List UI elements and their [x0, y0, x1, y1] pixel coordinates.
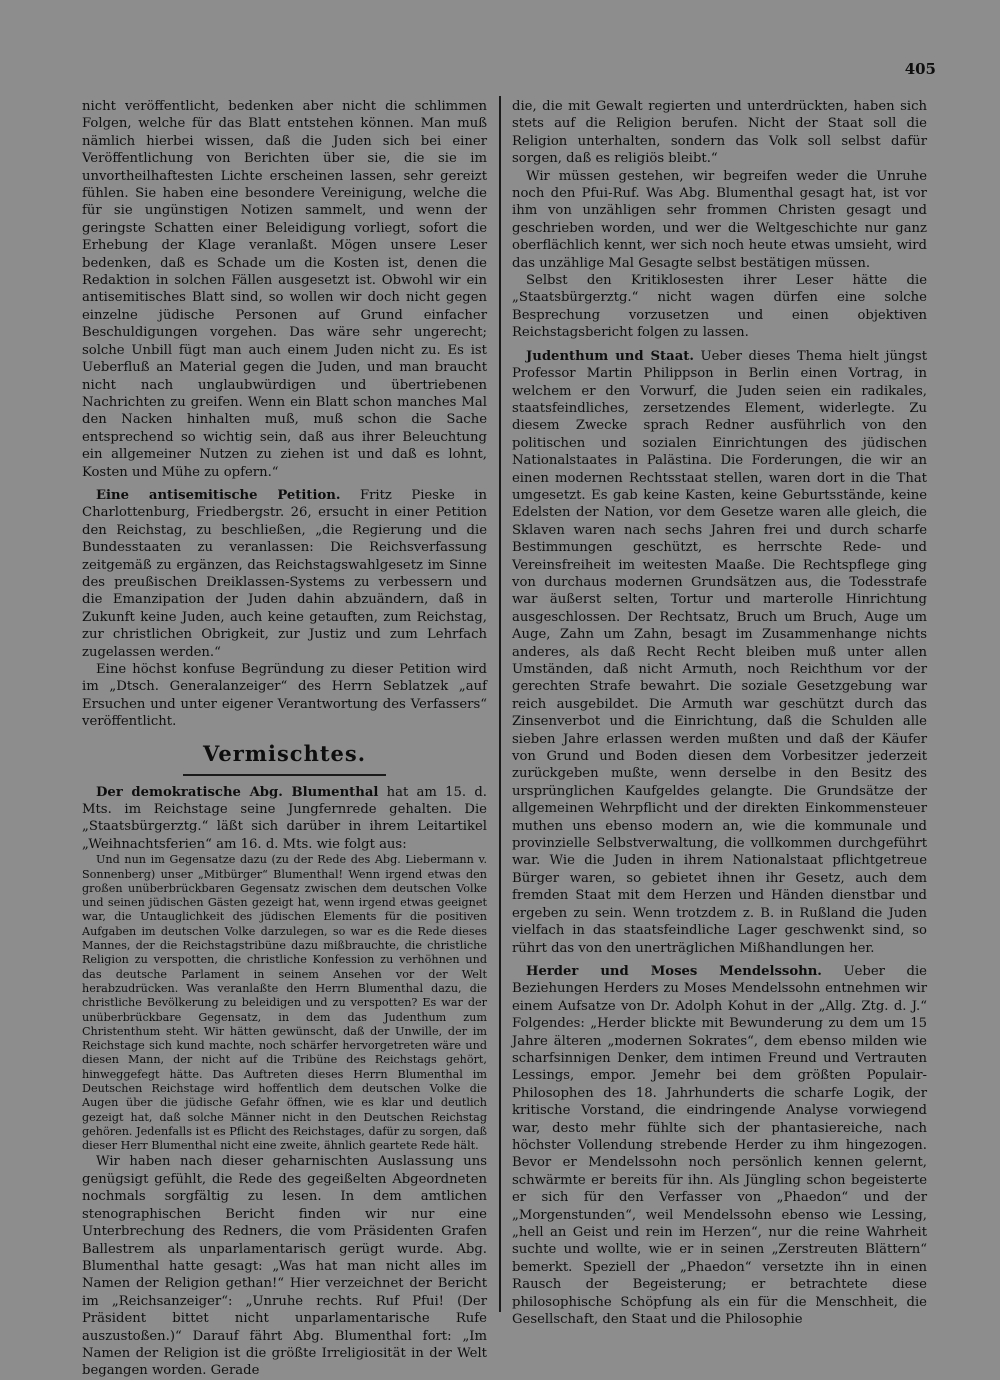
paragraph: Selbst den Kritiklosesten ihrer Leser hätte die „Staatsbürgerztg.“ nicht wagen dürfen eine solche Besprechung vorzusetzen und einen objektiven Reichstagsbericht folgen zu lassen.: [512, 273, 927, 341]
article-heading: Judenthum und Staat.: [526, 348, 694, 364]
page-number: 405: [904, 60, 936, 78]
paragraph: Wir haben nach dieser geharnischten Auslassung uns genügsigt gefühlt, die Rede des gegeißelten Abgeordneten nochmals sorgfältig zu lesen. In dem amtlichen stenographischen Bericht finden wir nur eine Unterbrechung des Redners, die vom Präsidenten Grafen Ballestrem als unparlamentarisch gerügt wurde. Abg. Blumenthal hatte gesagt: „Was hat man nicht alles im Namen der Religion gethan!“ Hier verzeichnet der Bericht im „Reichsanzeiger“: „Unruhe rechts. Ruf Pfui! (Der Präsident bittet nicht unparlamentarische Rufe auszustoßen.)“ Darauf fährt Abg. Blumenthal fort: „Im Namen der Religion ist die größte Irreligiosität in der Welt begangen worden. Gerade: [82, 1154, 487, 1379]
article-heading: Der demokratische Abg. Blumenthal: [96, 784, 379, 800]
section-title: Vermischtes.: [202, 740, 367, 766]
section-divider: [183, 774, 386, 776]
paragraph: die, die mit Gewalt regierten und unterdrückten, haben sich stets auf die Religion berufen. Nicht der Staat soll die Religion unterhalten, sondern das Volk soll selbst dafür sorgen, daß es religiös bleibt.“: [512, 99, 927, 167]
article-body: Ueber die Beziehungen Herders zu Moses Mendelssohn entnehmen wir einem Aufsatze von Dr. Adolph Kohut in der „Allg. Ztg. d. J.“ Folgendes: „Herder blickte mit Bewunderung zu dem um 15 Jahre älteren „modernen Sokrates“, dem ebenso milden wie scharfsinnigen Denker, dem intimen Freund und Vertrauten Lessings, empor. Jemehr bei dem größten Populair-Philosophen des 18. Jahrhunderts die scharfe Logik, der kritische Vorstand, die eindringende Analyse vorwiegend war, desto mehr fühlte sich der phantasiereiche, nach höchster Vollendung strebende Herder zu ihm hingezogen. Bevor er Mendelssohn noch persönlich kennen gelernt, schwärmte er bereits für ihn. Als Jüngling schon begeisterte er sich für den Verfasser von „Phaedon“ und der „Morgenstunden“, weil Mendelssohn ebenso wie Lessing, „hell an Geist und rein im Herzen“, nur die reine Wahrheit suchte und wollte, wie er in seinen „Zerstreuten Blättern“ bemerkt. Speziell der „Phaedon“ versetzte ihn in einen Rausch der Begeisterung; er betrachtete diese philosophische Schöpfung als ein für die Menschheit, die Gesellschaft, den Staat und die Philosophie: [512, 963, 927, 1328]
paragraph: [512, 348, 927, 957]
column-divider: [499, 96, 501, 1312]
paragraph: Wir müssen gestehen, wir begreifen weder die Unruhe noch den Pfui-Ruf. Was Abg. Blumenthal gesagt hat, ist vor ihm von unzähligen sehr frommen Christen gesagt und geschrieben worden, und wer die Weltgeschichte nur ganz oberflächlich kennt, wer sich noch heute etwas umsieht, wird das unzählige Mal Gesagte selbst bestätigen müssen.: [512, 168, 927, 271]
article-heading: Herder und Moses Mendelssohn.: [526, 963, 822, 979]
paragraph: [82, 784, 487, 854]
article-heading: Eine antisemitische Petition.: [96, 487, 341, 503]
right-column: [512, 98, 927, 1328]
paragraph: Eine höchst konfuse Begründung zu dieser Petition wird im „Dtsch. Generalanzeiger“ des Herrn Seblatzek „auf Ersuchen und unter eigener Verantwortung des Verfassers“ veröffentlicht.: [82, 662, 487, 730]
paragraph: [82, 487, 487, 661]
block-quote: Und nun im Gegensatze dazu (zu der Rede des Abg. Liebermann v. Sonnenberg) unser „Mitbürger“ Blumenthal! Wenn irgend etwas den großen unüberbrückbaren Gegensatz zwischen dem deutschen Volke und seinen jüdischen Gästen gezeigt hat, wenn irgend etwas geeignet war, die Untauglichkeit des jüdischen Elements für die positiven Aufgaben im deutschen Volke darzulegen, so war es die Rede dieses Mannes, der die Reichstagstribüne dazu mißbrauchte, die christliche Religion zu verspotten, die christliche Konfession zu verhöhnen und das deutsche Parlament in seinem Ansehen vor der Welt herabzudrücken. Was veranlaßte den Herrn Blumenthal dazu, die christliche Bevölkerung zu beleidigen und zu verspotten? Es war der unüberbrückbare Gegensatz, in dem das Judenthum zum Christenthum steht. Wir hätten gewünscht, daß der Unwille, der im Reichstage sich kund machte, noch schärfer hervorgetreten wäre und diesen Mann, der nicht auf die Tribüne des Reichstags gehört, hinweggefegt hätte. Das Auftreten dieses Herrn Blumenthal im Deutschen Reichstage wird hoffentlich dem deutschen Volke die Augen über die jüdische Gefahr öffnen, wie es klar und deutlich gezeigt hat, daß solche Männer nicht in den Deutschen Reichstag gehören. Jedenfalls ist es Pflicht des Reichstages, dafür zu sorgen, daß dieser Herr Blumenthal nicht eine zweite, ähnlich geartete Rede hält.: [82, 853, 487, 1153]
article-body: hat am 15. d. Mts. im Reichstage seine Jungfernrede gehalten. Die „Staatsbürgerztg.“ läßt sich darüber in ihrem Leitartikel „Weihnachtsferien“ am 16. d. Mts. wie folgt aus:: [82, 784, 487, 852]
left-column: [82, 98, 487, 1380]
article-body: Fritz Pieske in Charlottenburg, Friedbergstr. 26, ersucht in einer Petition den Reichstag, zu beschließen, „die Regierung und die Bundesstaaten zu veranlassen: Die Reichsverfassung zeitgemäß zu ergänzen, das Reichstagswahlgesetz im Sinne des preußischen Dreiklassen-Systems zu verbessern und die Emanzipation der Juden dahin abzuändern, daß in Zukunft keine Juden, auch keine getauften, zum Reichstag, zur christlichen Obrigkeit, zur Justiz und zum Lehrfach zugelassen werden.“: [82, 487, 487, 660]
paragraph: [512, 963, 927, 1329]
paragraph: nicht veröffentlicht, bedenken aber nicht die schlimmen Folgen, welche für das Blatt entstehen können. Man muß nämlich hierbei wissen, daß die Juden sich bei einer Veröffentlichung von Berichten über sie, die sie im unvortheilhaftesten Lichte erscheinen lassen, sehr gereizt fühlen. Sie haben eine besondere Vereinigung, welche die für sie ungünstigen Notizen sammelt, und wenn der geringste Schatten einer Beleidigung vorliegt, sofort die Erhebung der Klage veranlaßt. Mögen unsere Leser bedenken, daß es Schade um die Kosten ist, denen die Redaktion in solchen Fällen ausgesetzt ist. Obwohl wir ein antisemitisches Blatt sind, so wollen wir doch nicht gegen einzelne jüdische Personen auf Grund einfacher Beschuldigungen vorgehen. Das wäre sehr ungerecht; solche Unbill fügt man auch einem Juden nicht zu. Es ist Ueberfluß an Material gegen die Juden, und man braucht nicht nach unglaubwürdigen und übertriebenen Nachrichten zu greifen. Wenn ein Blatt schon manches Mal den Nacken hinhalten muß, muß schon die Sache entsprechend so wichtig sein, daß aus ihrer Beleuchtung ein allgemeiner Nutzen zu ziehen ist und daß es lohnt, Kosten und Mühe zu opfern.“: [82, 99, 487, 480]
article-body: Ueber dieses Thema hielt jüngst Professor Martin Philippson in Berlin einen Vortrag, in welchem er den Vorwurf, die Juden seien ein radikales, staatsfeindliches, zersetzendes Element, widerlegte. Zu diesem Zwecke sprach Redner ausführlich von den politischen und sozialen Einrichtungen des jüdischen Nationalstaates in Palästina. Die Forderungen, die wir an einen modernen Rechtsstaat stellen, waren dort in die That umgesetzt. Es gab keine Kasten, keine Geburtsstände, keine Edelsten der Nation, vor dem Gesetze waren alle gleich, die Sklaven waren nach sechs Jahren frei und durch scharfe Bestimmungen geschützt, es herrschte Rede- und Vereinsfreiheit im weitesten Maaße. Die Rechtspflege ging von durchaus modernen Grundsätzen aus, die Todesstrafe war äußerst selten, Tortur und marterolle Hinrichtung ausgeschlossen. Der Rechtsatz, Bruch um Bruch, Auge um Auge, Zahn um Zahn, besagt im Zusammenhange nichts anderes, als daß Recht Recht bleiben muß unter allen Umständen, daß nicht Armuth, noch Reichthum vor der gerechten Strafe bewahrt. Die soziale Gesetzgebung war reich ausgebildet. Die Armuth war geschützt durch das Zinsenverbot und die Einrichtung, daß die Schulden alle sieben Jahre erlassen werden mußten und daß der Käufer von Grund und Boden diesen dem Vorbesitzer jederzeit zurückgeben mußte, wenn derselbe in den Besitz des ursprünglichen Kaufgeldes gelangte. Die Grundsätze der allgemeinen Wehrpflicht und der direkten Einkommensteuer muthen uns ebenso modern an, wie die kommunale und provinzielle Selbstverwaltung, die vollkommen durchgeführt war. Wie die Juden in ihrem Nationalstaat pflichtgetreue Bürger waren, so gebietet ihnen ihr Gesetz, auch dem fremden Staat mit dem Herzen und Händen dienstbar und ergeben zu sein. Wenn trotzdem z. B. in Rußland die Juden vielfach in das staatsfeindliche Lager geschwenkt sind, so rührt das von den unerträglichen Mißhandlungen her.: [512, 348, 927, 956]
